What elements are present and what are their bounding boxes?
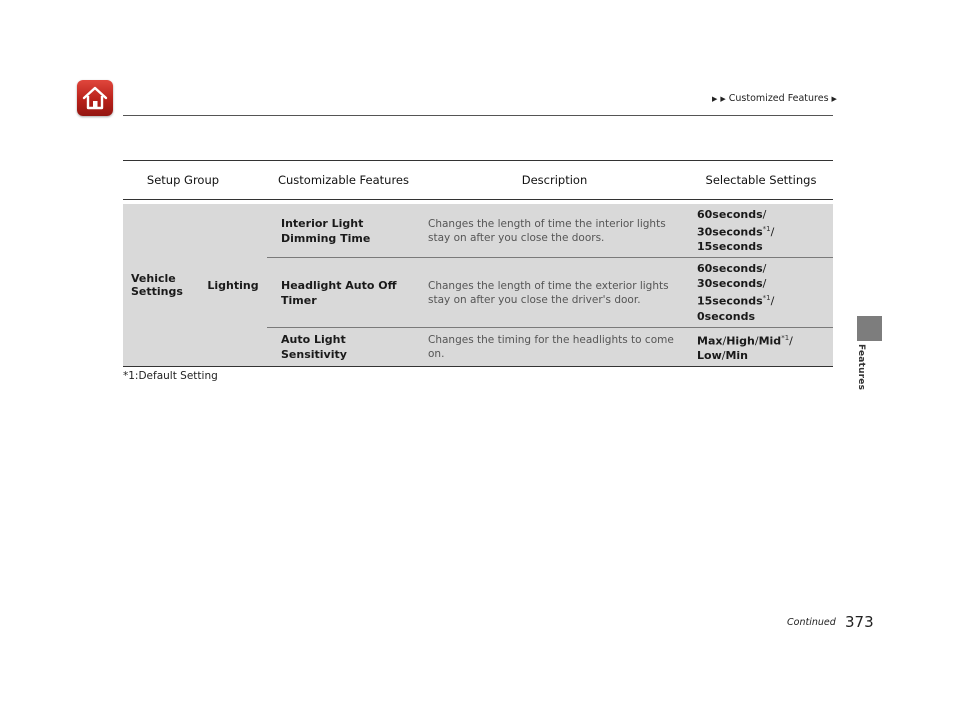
home-icon [81,85,109,111]
feature-name: Interior Light Dimming Time [267,204,420,258]
feature-name: Auto Light Sensitivity [267,328,420,367]
home-button[interactable] [77,80,113,116]
breadcrumb-label: Customized Features [728,93,829,104]
column-header: Customizable Features [267,161,420,200]
footnote: *1:Default Setting [123,370,218,382]
section-tab-marker[interactable] [857,316,882,341]
feature-name: Headlight Auto Off Timer [267,258,420,328]
continued-label: Continued [787,617,836,628]
selectable-settings: 60seconds/ 30seconds/ 15seconds$^{*1}$/ 0seconds [689,258,833,328]
feature-description: Changes the timing for the headlights to come on. [420,328,689,367]
header-divider [123,115,833,116]
section-tab-label: Features [856,344,866,391]
column-header: Description [420,161,689,200]
feature-description: Changes the length of time the exterior lights stay on after you close the driver's door. [420,258,689,328]
feature-description: Changes the length of time the interior lights stay on after you close the doors. [420,204,689,258]
breadcrumb[interactable] [712,93,837,104]
selectable-settings: Max/High/Mid$^{*1}$/ Low/Min [689,328,833,367]
table-row [123,204,833,258]
selectable-settings: 60seconds/ 30seconds$^{*1}$/ 15seconds [689,204,833,258]
breadcrumb-arrow-icon: ▶ [831,94,837,103]
subgroup-cell: Lighting [199,204,267,367]
setup-group-cell: Vehicle Settings [123,204,199,367]
table-header-row [123,161,833,200]
breadcrumb-arrow-icon: ▶ [712,94,718,103]
breadcrumb-arrow-icon: ▶ [720,94,726,103]
page-number: 373 [845,613,874,631]
customizable-features-table [123,160,833,367]
column-header: Selectable Settings [689,161,833,200]
column-header: Setup Group [123,161,267,200]
